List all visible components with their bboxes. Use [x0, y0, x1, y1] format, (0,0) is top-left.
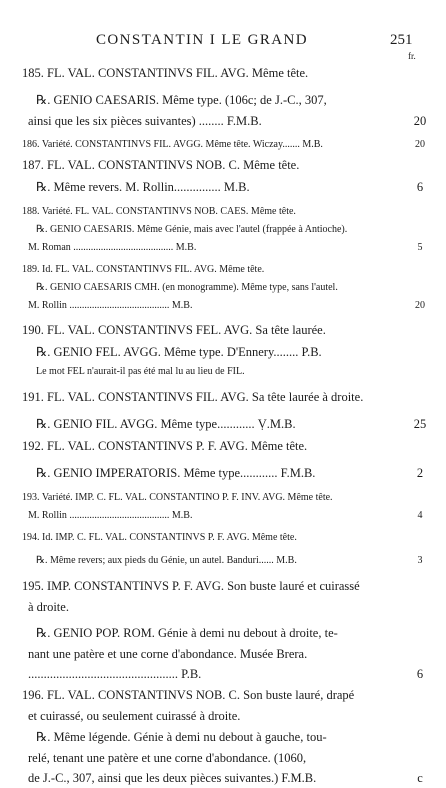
catalog-line: [0, 529, 446, 547]
line-text: ℞. GENIO FIL. AVGG. Même type............ Ṿ.M.B.: [36, 417, 296, 431]
page-header: [0, 32, 446, 61]
line-text: 194. Id. IMP. C. FL. VAL. CONSTANTINVS P. F. AVG. Même tête.: [22, 532, 297, 543]
rarity-value: 20: [415, 300, 425, 311]
catalog-line: [0, 89, 446, 111]
catalog-line: [0, 597, 446, 617]
catalog-line: [0, 297, 446, 314]
rarity-value: 6: [416, 667, 424, 681]
line-text: M. Rollin ........................................ M.B.: [28, 300, 193, 311]
page-number: 251: [390, 32, 413, 48]
line-text: ℞. GENIO IMPERATORIS. Même type............ F.M.B.: [36, 466, 316, 480]
rarity-column-label: fr.: [408, 51, 416, 61]
catalog-line: [0, 386, 446, 408]
line-text: ℞. GENIO POP. ROM. Génie à demi nu debout à droite, te-: [36, 626, 338, 640]
line-text: ainsi que les six pièces suivantes) ........ F.M.B.: [28, 114, 262, 128]
line-text: 188. Variété. FL. VAL. CONSTANTINVS NOB. CAES. Même tête.: [22, 206, 296, 217]
line-text: ℞. Même revers; aux pieds du Génie, un autel. Banduri...... M.B.: [36, 555, 297, 566]
line-text: ℞. GENIO FEL. AVGG. Même type. D'Ennery........ P.B.: [36, 345, 322, 359]
line-text: ℞. Même légende. Génie à demi nu debout à gauche, tou-: [36, 730, 327, 744]
catalog-line: [0, 664, 446, 684]
line-text: ................................................ P.B.: [28, 667, 202, 681]
catalog-line: [0, 575, 446, 597]
catalog-line: [0, 768, 446, 788]
catalog-line: [0, 706, 446, 726]
catalog-line: [0, 136, 446, 154]
catalog-line: [0, 62, 446, 84]
catalog-entries: [0, 62, 446, 788]
line-text: de J.-C., 307, ainsi que les deux pièces suivantes.) F.M.B.: [28, 771, 317, 785]
line-text: Le mot FEL n'aurait-il pas été mal lu au lieu de FIL.: [36, 366, 245, 377]
line-text: 196. FL. VAL. CONSTANTINVS NOB. C. Son buste lauré, drapé: [22, 688, 355, 702]
line-text: M. Roman ........................................ M.B.: [28, 242, 197, 253]
catalog-line: [0, 507, 446, 524]
catalog-line: [0, 726, 446, 748]
line-text: à droite.: [28, 600, 69, 614]
line-text: M. Rollin ........................................ M.B.: [28, 510, 193, 521]
rarity-value: 25: [413, 417, 427, 431]
rarity-value: 20: [413, 114, 427, 128]
catalog-line: [0, 111, 446, 131]
line-text: 189. Id. FL. VAL. CONSTANTINVS FIL. AVG. Même tête.: [22, 264, 265, 275]
line-text: ℞. GENIO CAESARIS. Même type. (106c; de J.-C., 307,: [36, 93, 327, 107]
line-text: 187. FL. VAL. CONSTANTINVS NOB. C. Même tête.: [22, 158, 300, 172]
line-text: nant une patère et une corne d'abondance. Musée Brera.: [28, 647, 308, 661]
catalog-line: [0, 644, 446, 664]
catalog-line: [0, 684, 446, 706]
line-text: relé, tenant une patère et une corne d'abondance. (1060,: [28, 751, 307, 765]
line-text: 186. Variété. CONSTANTINVS FIL. AVGG. Même tête. Wiczay....... M.B.: [22, 139, 323, 150]
rarity-value: 6: [416, 180, 424, 194]
catalog-line: [0, 622, 446, 644]
catalog-line: [0, 341, 446, 363]
catalog-line: [0, 489, 446, 507]
rarity-value: 20: [415, 139, 425, 150]
catalog-line: [0, 176, 446, 198]
catalog-line: [0, 239, 446, 256]
catalog-line: [0, 203, 446, 221]
catalog-line: [0, 413, 446, 435]
catalog-line: [0, 261, 446, 279]
line-text: 192. FL. VAL. CONSTANTINVS P. F. AVG. Même tête.: [22, 439, 308, 453]
catalog-line: [0, 363, 446, 381]
rarity-value: 5: [417, 242, 423, 253]
line-text: ℞. GENIO CAESARIS. Même Génie, mais avec l'autel (frappée à Antioche).: [36, 224, 348, 235]
catalog-line: [0, 279, 446, 297]
catalog-line: [0, 221, 446, 239]
catalog-line: [0, 748, 446, 768]
line-text: ℞. Même revers. M. Rollin............... M.B.: [36, 180, 250, 194]
rarity-value: c: [417, 771, 423, 785]
rarity-value: 2: [416, 466, 424, 480]
line-text: 191. FL. VAL. CONSTANTINVS FIL. AVG. Sa tête laurée à droite.: [22, 390, 364, 404]
line-text: ℞. GENIO CAESARIS CMH. (en monogramme). Même type, sans l'autel.: [36, 282, 338, 293]
line-text: 190. FL. VAL. CONSTANTINVS FEL. AVG. Sa tête laurée.: [22, 323, 326, 337]
catalog-line: [0, 319, 446, 341]
catalog-line: [0, 552, 446, 570]
catalog-line: [0, 435, 446, 457]
rarity-value: 4: [417, 510, 423, 521]
catalog-line: [0, 462, 446, 484]
line-text: 195. IMP. CONSTANTINVS P. F. AVG. Son buste lauré et cuirassé: [22, 579, 360, 593]
rarity-value: 3: [417, 555, 423, 566]
catalog-line: [0, 154, 446, 176]
line-text: 185. FL. VAL. CONSTANTINVS FIL. AVG. Même tête.: [22, 66, 309, 80]
line-text: et cuirassé, ou seulement cuirassé à droite.: [28, 709, 241, 723]
running-title: CONSTANTIN I LE GRAND: [96, 32, 308, 48]
line-text: 193. Variété. IMP. C. FL. VAL. CONSTANTINO P. F. INV. AVG. Même tête.: [22, 492, 333, 503]
